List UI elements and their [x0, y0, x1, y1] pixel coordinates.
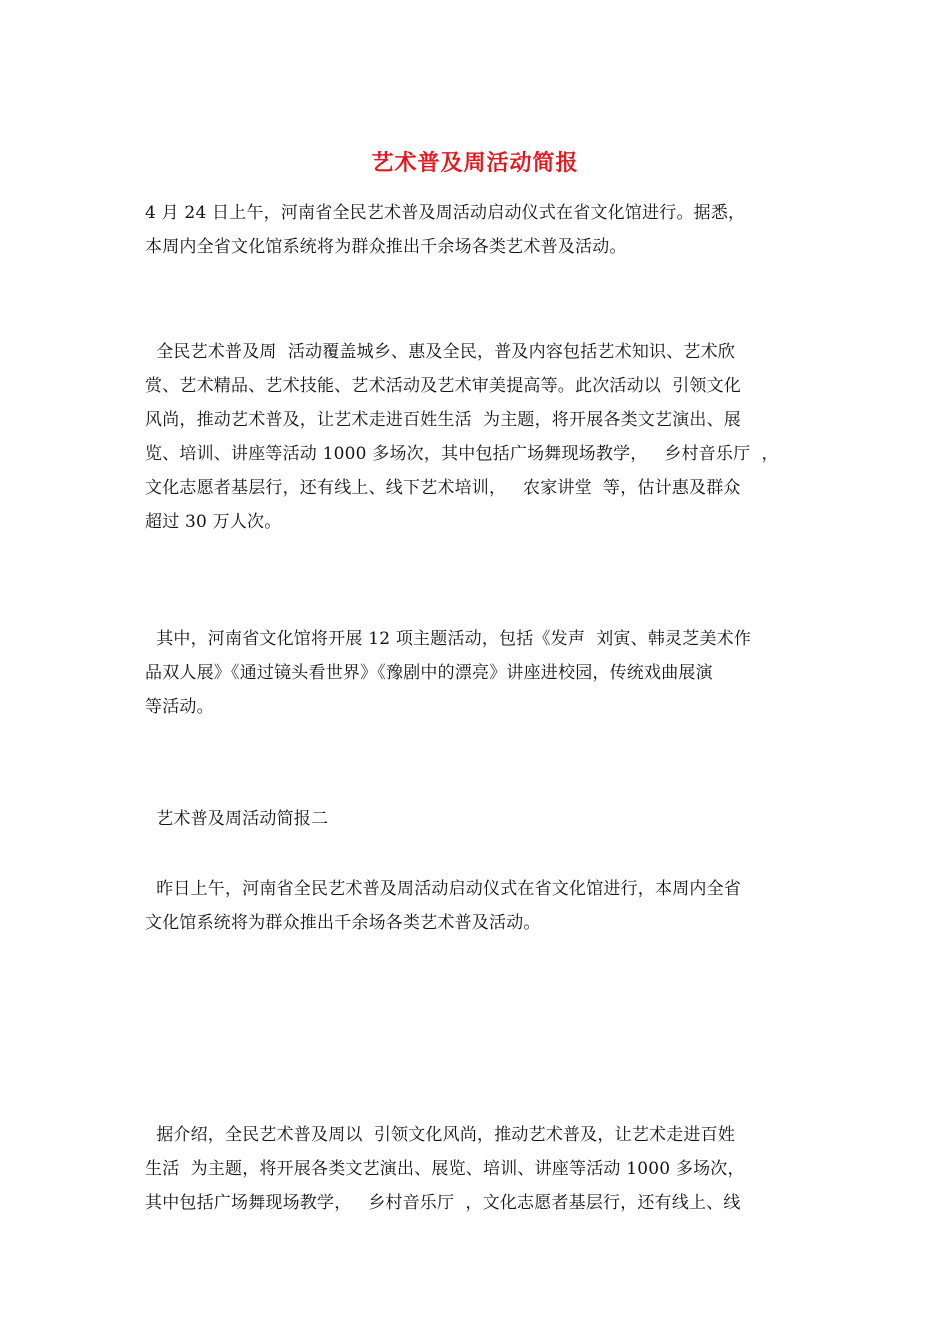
text-line: 本周内全省文化馆系统将为群众推出千余场各类艺术普及活动。	[145, 237, 627, 257]
text-line: 4 月 24 日上午，河南省全民艺术普及周活动启动仪式在省文化馆进行。据悉，	[145, 203, 746, 223]
text-line: 等活动。	[145, 697, 214, 717]
text-line: 文化馆系统将为群众推出千余场各类艺术普及活动。	[145, 913, 541, 933]
text-line: 艺术普及周活动简报二	[145, 809, 329, 829]
text-line: 其中，河南省文化馆将开展 12 项主题活动，包括《发声 刘寅、韩灵芝美术作	[145, 629, 752, 649]
text-line: 赏、艺术精品、艺术技能、艺术活动及艺术审美提高等。此次活动以 引领文化	[145, 376, 742, 396]
text-line: 品双人展》《通过镜头看世界》《豫剧中的漂亮》讲座进校园，传统戏曲展演	[145, 663, 713, 683]
text-line: 全民艺术普及周 活动覆盖城乡、惠及全民，普及内容包括艺术知识、艺术欣	[145, 342, 736, 362]
text-line: 据介绍，全民艺术普及周以 引领文化风尚，推动艺术普及，让艺术走进百姓	[145, 1125, 736, 1145]
document-title: 艺术普及周活动简报	[371, 150, 579, 176]
text-line: 其中包括广场舞现场教学， 乡村音乐厅 ，文化志愿者基层行，还有线上、线	[145, 1193, 741, 1213]
paragraph-province-activities	[145, 622, 810, 724]
text-line: 览、培训、讲座等活动 1000 多场次，其中包括广场舞现场教学， 乡村音乐厅 ，	[145, 444, 779, 464]
paragraph-intro	[145, 196, 810, 264]
text-line: 超过 30 万人次。	[145, 512, 282, 532]
section-heading-two	[145, 802, 810, 836]
paragraph-yesterday	[145, 872, 810, 940]
text-line: 生活 为主题，将开展各类文艺演出、展览、培训、讲座等活动 1000 多场次，	[145, 1159, 745, 1179]
text-line: 风尚，推动艺术普及，让艺术走进百姓生活 为主题，将开展各类文艺演出、展	[145, 410, 742, 430]
text-line: 文化志愿者基层行，还有线上、线下艺术培训， 农家讲堂 等，估计惠及群众	[145, 478, 741, 498]
paragraph-coverage	[145, 335, 810, 539]
text-line: 昨日上午，河南省全民艺术普及周活动启动仪式在省文化馆进行，本周内全省	[145, 879, 742, 899]
paragraph-introduction	[145, 1118, 810, 1220]
